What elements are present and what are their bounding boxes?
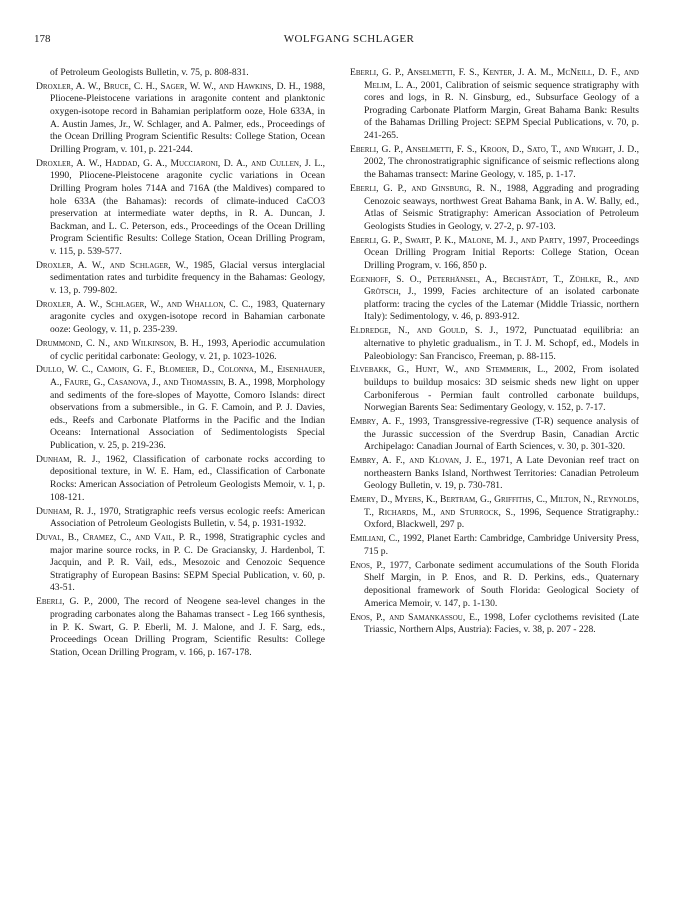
reference-entry (350, 144, 639, 182)
reference-entry (36, 81, 325, 157)
running-title: WOLFGANG SCHLAGER (283, 33, 415, 45)
reference-authors: Duval, B., Cramez, C., and Vail, P. R., (36, 532, 201, 544)
reference-entry (36, 364, 325, 452)
reference-entry (350, 612, 639, 637)
page-header (34, 33, 664, 49)
reference-text: 1972, Punctuatad equilibria: an alternative to phyletic gradualism., in T. J. M. Schopf, ed., Models in Paleobiology: San Francisco, Freeman, p. 88-115. (364, 325, 639, 362)
reference-text: of Petroleum Geologists Bulletin, v. 75, p. 808-831. (50, 67, 249, 78)
reference-entry (36, 338, 325, 363)
reference-entry (350, 560, 639, 610)
reference-text: 2002, The chronostratigraphic significance of seismic reflections along the Bahamas transect: Marine Geology, v. 185, p. 1-17. (364, 156, 639, 181)
reference-entry (36, 158, 325, 259)
page-number: 178 (34, 33, 51, 45)
reference-text: 1988, Aggrading and prograding Cenozoic seaways, northwest Great Bahama Bank, in A. W. Bally, ed., Atlas of Seismic Stratigraphy: American Association of Petroleum Geologists Studies in Geology, v. 27-2, p. 97-103. (364, 182, 639, 232)
reference-authors: Droxler, A. W., and Schlager, W., (36, 259, 189, 271)
reference-text: 1990, Pliocene-Pleistocene aragonite cyclic variations in Ocean Drilling Program holes 714A and 716A (the Maldives) compared to hole 633A (the Bahamas): records of climate-induced CaCO3 preservation at intermediate water depths, in R. A. Duncan, J. Backman, and L. C. Peterson, eds., Proceedings of the Ocean Drilling Program Scientific Results: College Station, Ocean Drilling Program, v. 115, p. 539-577. (50, 170, 325, 257)
reference-text: 1998, Stratigraphic cycles and major marine source rocks, in P. C. De Graciansky, J. Hardenbol, T. Jacquin, and P. R. Vail, eds., Mesozoic and Cenozoic Sequence Stratigraphy of European Basins: SEPM Special Publication, v. 60, p. 43-51. (50, 532, 325, 594)
reference-authors: Droxler, A. W., Schlager, W., and Whallon, C. C., (36, 298, 253, 310)
reference-entry (350, 67, 639, 143)
reference-text: 2001, Calibration of seismic sequence stratigraphy with cores and logs, in R. N. Ginsburg, ed., Subsurface Geology of a Prograding Carbonate Platform Margin, Great Bahama Bank: Results of the Bahamas Drilling Project: SEPM Special Publications, v. 70, p. 241-265. (364, 79, 639, 141)
reference-entry (350, 455, 639, 493)
reference-authors: Droxler, A. W., Bruce, C. H., Sager, W. W., and Hawkins, D. H., (36, 80, 301, 92)
reference-authors: Eldredge, N., and Gould, S. J., (350, 325, 499, 337)
reference-entry (350, 494, 639, 532)
reference-authors: Eberli, G. P., Swart, P. K., Malone, M. J., and Party, (350, 234, 566, 246)
reference-authors: Embry, A. F., and Klovan, J. E., (350, 455, 487, 467)
reference-authors: Eberli, G. P., Anselmetti, F. S., Kroon, D., Sato, T., and Wright, J. D., (350, 143, 639, 155)
reference-entry (36, 454, 325, 504)
reference-authors: Eberli, G. P., and Ginsburg, R. N., (350, 182, 502, 194)
reference-entry (350, 533, 639, 558)
reference-authors: Elvebakk, G., Hunt, W., and Stemmerik, L., (350, 364, 548, 376)
reference-text: 1985, Glacial versus interglacial sedimentation rates and turbidite frequency in the Bahamas: Geology, v. 13, p. 799-802. (50, 259, 325, 296)
reference-entry (350, 416, 639, 454)
reference-authors: Enos, P., (350, 559, 386, 571)
reference-authors: Eberli, G. P., (36, 596, 93, 608)
reference-entry (350, 235, 639, 273)
reference-text: 1996, Sequence Stratigraphy.: Oxford, Blackwell, 297 p. (364, 506, 639, 531)
reference-text: 1993, Aperiodic accumulation of cyclic peritidal carbonate: Geology, v. 21, p. 1023-1026. (50, 337, 325, 362)
reference-authors: Dunham, R. J., (36, 453, 101, 465)
reference-text: 1977, Carbonate sediment accumulations of the South Florida Shelf Margin, in P. Enos, and R. D. Perkins, eds., Quaternary depositional framework of South Florida: Geological Society of America Memoir, v. 147, p. 1-130. (364, 559, 639, 609)
reference-text: 1993, Transgressive-regressive (T-R) sequence analysis of the Jurassic succession of the Sverdrup Basin, Canadian Arctic Archipelago: Canadian Journal of Earth Sciences, v. 30, p. 301-320. (364, 416, 639, 453)
reference-text: 1971, A Late Devonian reef tract on northeastern Banks Island, Northwest Territories: Canadian Petroleum Geology Bulletin, v. 19, p. 730-781. (364, 455, 639, 492)
reference-text: 2002, From isolated buildups to buildup mosaics: 3D seismic sheds new light on upper Carboniferous - Permian fault controlled carbonate buildups, Norwegian Barents Sea: Sedimentary Geology, v. 152, p. 7-17. (364, 364, 639, 414)
reference-authors: Egenhoff, S. O., Peterhänsel, A., Bechstädt, T., Zühlke, R., and Grötsch, J., (350, 273, 639, 298)
reference-authors: Droxler, A. W., Haddad, G. A., Mucciaroni, D. A., and Cullen, J. L., (36, 157, 325, 169)
reference-text: 1998, Morphology and sediments of the fore-slopes of Mayotte, Comoro Islands: direct observations from a submersible., in G. F. Camoin, and P. J. Davies, eds., Reefs and Carbonate Platforms in the Pacific and the Indian Oceans: International Association of Sedimentologists Special Publication, v. 25, p. 219-236. (50, 377, 325, 451)
reference-entry (350, 183, 639, 233)
reference-entry (350, 364, 639, 414)
left-column (36, 67, 325, 661)
reference-entry (36, 532, 325, 595)
reference-entry (36, 506, 325, 531)
reference-text: 1992, Planet Earth: Cambridge, Cambridge University Press, 715 p. (364, 533, 639, 557)
reference-text: 1998, Lofer cyclothems revisited (Late Triassic, Northern Alps, Austria): Facies, v. 38, p. 207 - 228. (364, 611, 639, 636)
reference-text: 1983, Quaternary aragonite cycles and oxygen-isotope record in Bahamian carbonate ooze: Geology, v. 11, p. 235-239. (50, 298, 325, 336)
reference-authors: Dunham, R. J., (36, 505, 96, 517)
reference-text: 1997, Proceedings Ocean Drilling Program Initial Reports: College Station, Ocean Drilling Program, v. 166, 850 p. (364, 234, 639, 271)
reference-entry (36, 299, 325, 337)
reference-authors: Eberli, G. P., Anselmetti, F. S., Kenter, J. A. M., McNeill, D. F., and Melim, L. A., (350, 67, 639, 91)
reference-authors: Embry, A. F., (350, 416, 405, 428)
reference-authors: Enos, P., and Samankassou, E., (350, 611, 480, 623)
reference-entry (36, 67, 325, 80)
reference-text: 1999, Facies architecture of an isolated carbonate platform: tracing the cycles of the Latemar (Middle Triassic, northern Italy): Sedimentology, v. 46, p. 893-912. (364, 286, 640, 323)
reference-text: 2000, The record of Neogene sea-level changes in the prograding carbonates along the Bahamas transect - Leg 166 synthesis, in P. K. Swart, G. P. Eberli, M. J. Malone, and J. F. Sarg, eds., Proceedings Ocean Drilling Program, Scientific Results: College Station, Ocean Drilling Program, v. 166, p. 167-178. (50, 596, 326, 658)
reference-text: 1962, Classification of carbonate rocks according to depositional texture, in W. E. Ham, ed., Classification of Carbonate Rocks: American Association of Petroleum Geologists Memoir, v. 1, p. 108-121. (50, 453, 325, 503)
reference-text: 1988, Pliocene-Pleistocene variations in aragonite content and planktonic oxygen-isotope record in Bahamian periplatform ooze, Hole 633A, in A. Austin James, Jr., W. Schlager, and A. Palmer, eds., Proceedings of the Ocean Drilling Program Scientific Results: College Station, Ocean Drilling Program, v. 101, p. 221-244. (50, 80, 325, 155)
reference-text: 1970, Stratigraphic reefs versus ecologic reefs: American Association of Petroleum Geologists Bulletin, v. 54, p. 1931-1932. (50, 505, 325, 530)
reference-entry (350, 274, 639, 324)
reference-entry (350, 325, 639, 363)
reference-authors: Emery, D., Myers, K., Bertram, G., Griffiths, C., Milton, N., Reynolds, T., Richards, M., and Sturrock, S., (350, 494, 639, 518)
reference-entry (36, 260, 325, 298)
reference-entry (36, 596, 325, 659)
reference-authors: Dullo, W. C., Camoin, G. F., Blomeier, D., Colonna, M., Eisenhauer, A., Faure, G., Casanova, J., and Thomassin, B. A., (36, 364, 325, 389)
reference-authors: Emiliani, C., (350, 533, 400, 545)
reference-authors: Drummond, C. N., and Wilkinson, B. H., (36, 337, 204, 349)
right-column (350, 67, 639, 638)
